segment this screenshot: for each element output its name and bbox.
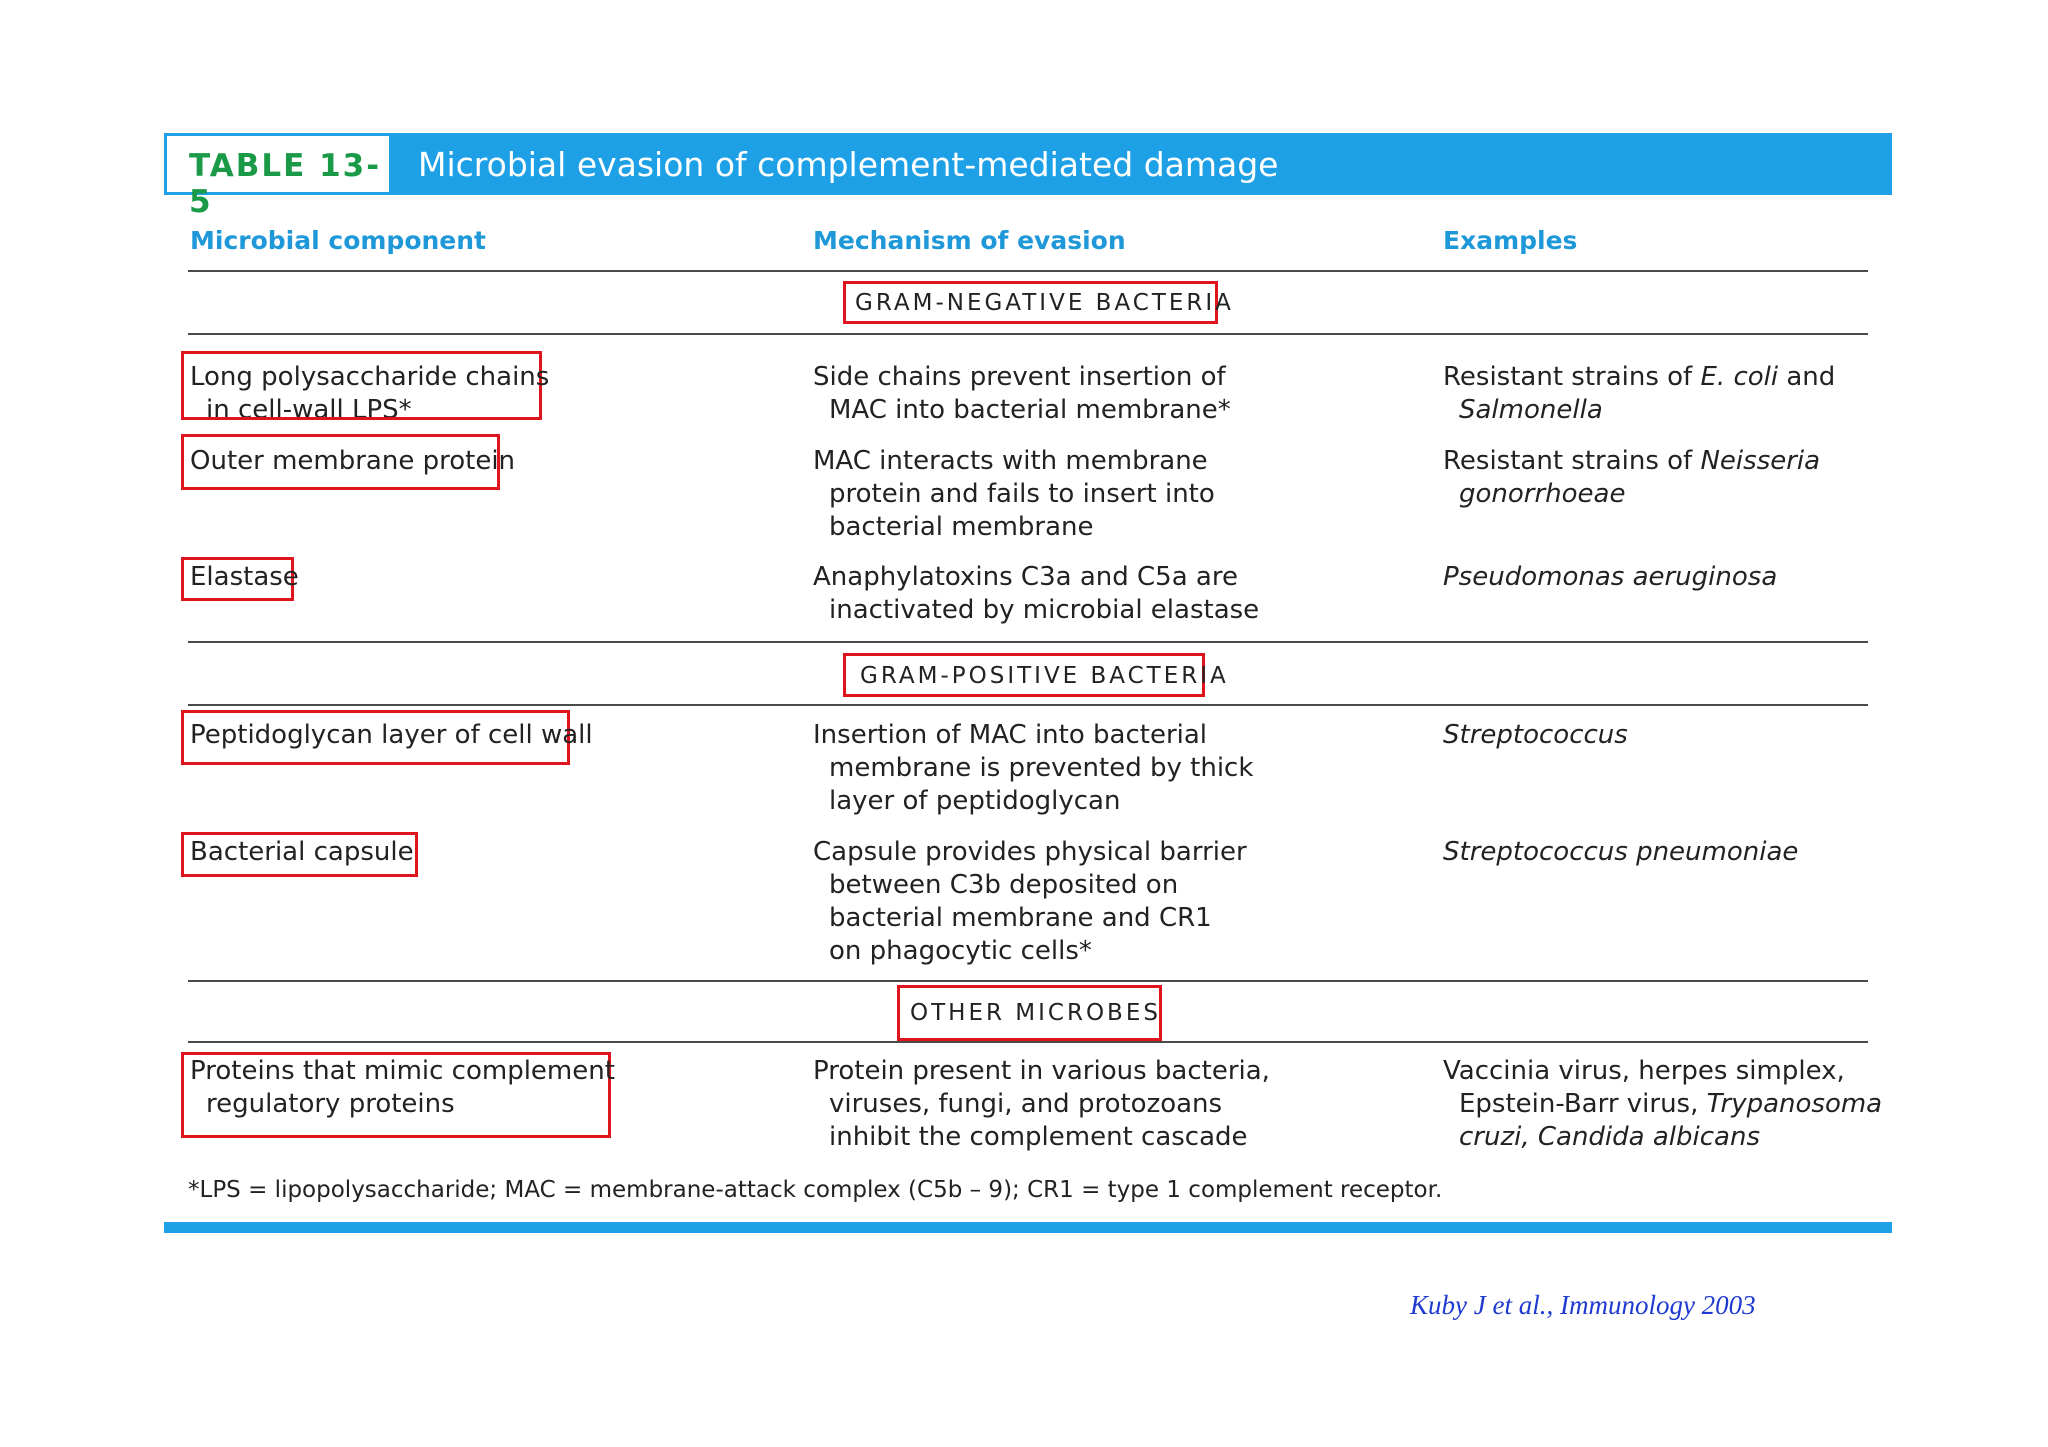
examples-species: cruzi, Candida albicans — [1459, 1122, 1760, 1152]
mechanism-line: on phagocytic cells* — [829, 936, 1092, 966]
mechanism-line: Anaphylatoxins C3a and C5a are — [813, 562, 1238, 592]
component-line: in cell-wall LPS* — [206, 395, 412, 417]
component-cell — [190, 719, 593, 752]
examples-species: E. coli — [1700, 362, 1779, 392]
section-rule — [188, 641, 1868, 643]
examples-text: Vaccinia virus, herpes simplex, — [1443, 1056, 1845, 1086]
mechanism-cell — [813, 836, 1247, 968]
table-bottom-bar — [164, 1222, 1892, 1233]
mechanism-line: Side chains prevent insertion of — [813, 362, 1226, 392]
mechanism-cell — [813, 561, 1259, 627]
table-number-box — [167, 136, 389, 220]
examples-species: Salmonella — [1459, 395, 1603, 425]
mechanism-cell — [813, 445, 1215, 544]
mechanism-line: protein and fails to insert into — [829, 479, 1215, 509]
examples-species: Streptococcus pneumoniae — [1443, 837, 1799, 867]
mechanism-line: bacterial membrane and CR1 — [829, 903, 1212, 933]
examples-cell — [1443, 361, 1835, 427]
section-rule — [188, 333, 1868, 335]
component-cell — [190, 445, 515, 478]
mechanism-line: bacterial membrane — [829, 512, 1094, 542]
section-title-gram-negative: GRAM-NEGATIVE BACTERIA — [855, 290, 1234, 316]
examples-text: and — [1778, 362, 1836, 392]
column-header-mechanism: Mechanism of evasion — [813, 226, 1126, 255]
column-header-component: Microbial component — [190, 226, 486, 255]
table-number: TABLE 13-5 — [189, 148, 382, 220]
section-title-gram-positive: GRAM-POSITIVE BACTERIA — [860, 663, 1229, 689]
examples-cell — [1443, 1055, 1882, 1154]
mechanism-line: Protein present in various bacteria, — [813, 1056, 1270, 1086]
citation: Kuby J et al., Immunology 2003 — [1410, 1290, 1756, 1320]
examples-text: Resistant strains of — [1443, 446, 1701, 476]
mechanism-line: Insertion of MAC into bacterial — [813, 720, 1208, 750]
section-title-other-microbes: OTHER MICROBES — [910, 1000, 1161, 1026]
component-line: Bacterial capsule — [190, 837, 414, 867]
examples-species: gonorrhoeae — [1459, 479, 1626, 509]
examples-text: Resistant strains of — [1443, 362, 1701, 392]
component-cell — [190, 836, 414, 869]
component-cell — [190, 561, 299, 594]
component-line: Outer membrane protein — [190, 446, 516, 476]
table-title-banner — [164, 133, 1892, 220]
examples-species: Neisseria — [1700, 446, 1821, 476]
component-line: Proteins that mimic complement — [190, 1056, 615, 1086]
examples-cell — [1443, 719, 1628, 752]
component-cell — [190, 361, 549, 417]
examples-species: Trypanosoma — [1706, 1089, 1883, 1119]
examples-cell — [1443, 561, 1777, 594]
mechanism-line: MAC interacts with membrane — [813, 446, 1208, 476]
examples-cell — [1443, 836, 1798, 869]
section-rule — [188, 704, 1868, 706]
examples-species: Pseudomonas aeruginosa — [1443, 562, 1778, 592]
mechanism-line: membrane is prevented by thick — [829, 753, 1254, 783]
examples-cell — [1443, 445, 1820, 511]
component-line: Elastase — [190, 562, 299, 592]
column-header-examples: Examples — [1443, 226, 1578, 255]
mechanism-cell — [813, 1055, 1270, 1154]
mechanism-line: viruses, fungi, and protozoans — [829, 1089, 1223, 1119]
mechanism-line: inactivated by microbial elastase — [829, 595, 1260, 625]
section-rule — [188, 980, 1868, 982]
mechanism-line: inhibit the complement cascade — [829, 1122, 1248, 1152]
component-cell — [190, 1055, 615, 1121]
mechanism-line: layer of peptidoglycan — [829, 786, 1121, 816]
mechanism-line: between C3b deposited on — [829, 870, 1179, 900]
table-title: Microbial evasion of complement-mediated damage — [418, 145, 1279, 184]
examples-species: Streptococcus — [1443, 720, 1628, 750]
mechanism-cell — [813, 361, 1231, 427]
mechanism-cell — [813, 719, 1253, 818]
component-line: regulatory proteins — [206, 1089, 455, 1119]
mechanism-line: Capsule provides physical barrier — [813, 837, 1247, 867]
header-rule — [188, 270, 1868, 272]
table-footnote: *LPS = lipopolysaccharide; MAC = membrane-attack complex (C5b – 9); CR1 = type 1 complement receptor. — [188, 1177, 1443, 1203]
mechanism-line: MAC into bacterial membrane* — [829, 395, 1231, 425]
component-line: Long polysaccharide chains — [190, 362, 550, 392]
section-rule — [188, 1041, 1868, 1043]
examples-text: Epstein-Barr virus, — [1459, 1089, 1707, 1119]
component-line: Peptidoglycan layer of cell wall — [190, 720, 593, 750]
